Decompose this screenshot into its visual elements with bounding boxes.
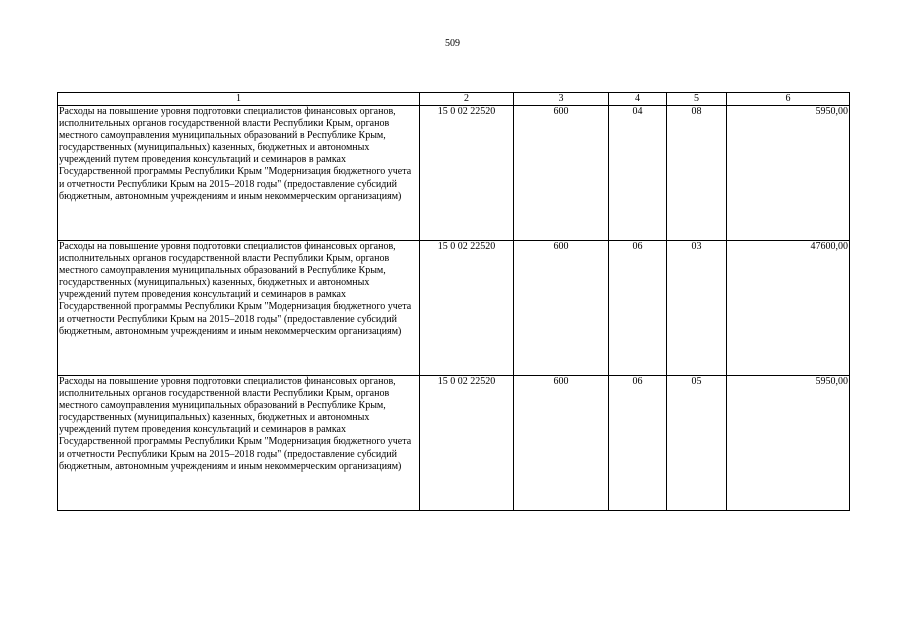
amount: 5950,00 <box>727 106 850 241</box>
page-number: 509 <box>445 38 460 49</box>
column-header: 1 <box>58 93 420 106</box>
table-header-row <box>58 93 850 106</box>
expense-description: Расходы на повышение уровня подготовки специалистов финансовых органов, исполнительных органов государственной власти Республики Крым, органов местного самоуправления муниципальных образований в Республике Крым, государственных (муниципальных) казенных, бюджетных и автономных учреждений путем проведения консультаций и семинаров в рамках Государственной программы Республики Крым "Модернизация бюджетного учета и отчетности Республики Крым на 2015–2018 годы" (предоставление субсидий бюджетным, автономным учреждениям и иным некоммерческим организациям) <box>58 241 420 376</box>
expense-type: 600 <box>514 106 609 241</box>
expense-description: Расходы на повышение уровня подготовки специалистов финансовых органов, исполнительных органов государственной власти Республики Крым, органов местного самоуправления муниципальных образований в Республике Крым, государственных (муниципальных) казенных, бюджетных и автономных учреждений путем проведения консультаций и семинаров в рамках Государственной программы Республики Крым "Модернизация бюджетного учета и отчетности Республики Крым на 2015–2018 годы" (предоставление субсидий бюджетным, автономным учреждениям и иным некоммерческим организациям) <box>58 106 420 241</box>
section-code: 06 <box>609 376 667 511</box>
target-article-code: 15 0 02 22520 <box>420 241 514 376</box>
table-row <box>58 376 850 511</box>
column-header: 3 <box>514 93 609 106</box>
column-header: 5 <box>667 93 727 106</box>
target-article-code: 15 0 02 22520 <box>420 376 514 511</box>
section-code: 06 <box>609 241 667 376</box>
subsection-code: 08 <box>667 106 727 241</box>
table-row <box>58 106 850 241</box>
column-header: 4 <box>609 93 667 106</box>
column-header: 6 <box>727 93 850 106</box>
column-header: 2 <box>420 93 514 106</box>
subsection-code: 03 <box>667 241 727 376</box>
amount: 47600,00 <box>727 241 850 376</box>
amount: 5950,00 <box>727 376 850 511</box>
section-code: 04 <box>609 106 667 241</box>
budget-table <box>57 92 850 511</box>
expense-description: Расходы на повышение уровня подготовки специалистов финансовых органов, исполнительных органов государственной власти Республики Крым, органов местного самоуправления муниципальных образований в Республике Крым, государственных (муниципальных) казенных, бюджетных и автономных учреждений путем проведения консультаций и семинаров в рамках Государственной программы Республики Крым "Модернизация бюджетного учета и отчетности Республики Крым на 2015–2018 годы" (предоставление субсидий бюджетным, автономным учреждениям и иным некоммерческим организациям) <box>58 376 420 511</box>
table-row <box>58 241 850 376</box>
expense-type: 600 <box>514 376 609 511</box>
subsection-code: 05 <box>667 376 727 511</box>
expense-type: 600 <box>514 241 609 376</box>
target-article-code: 15 0 02 22520 <box>420 106 514 241</box>
